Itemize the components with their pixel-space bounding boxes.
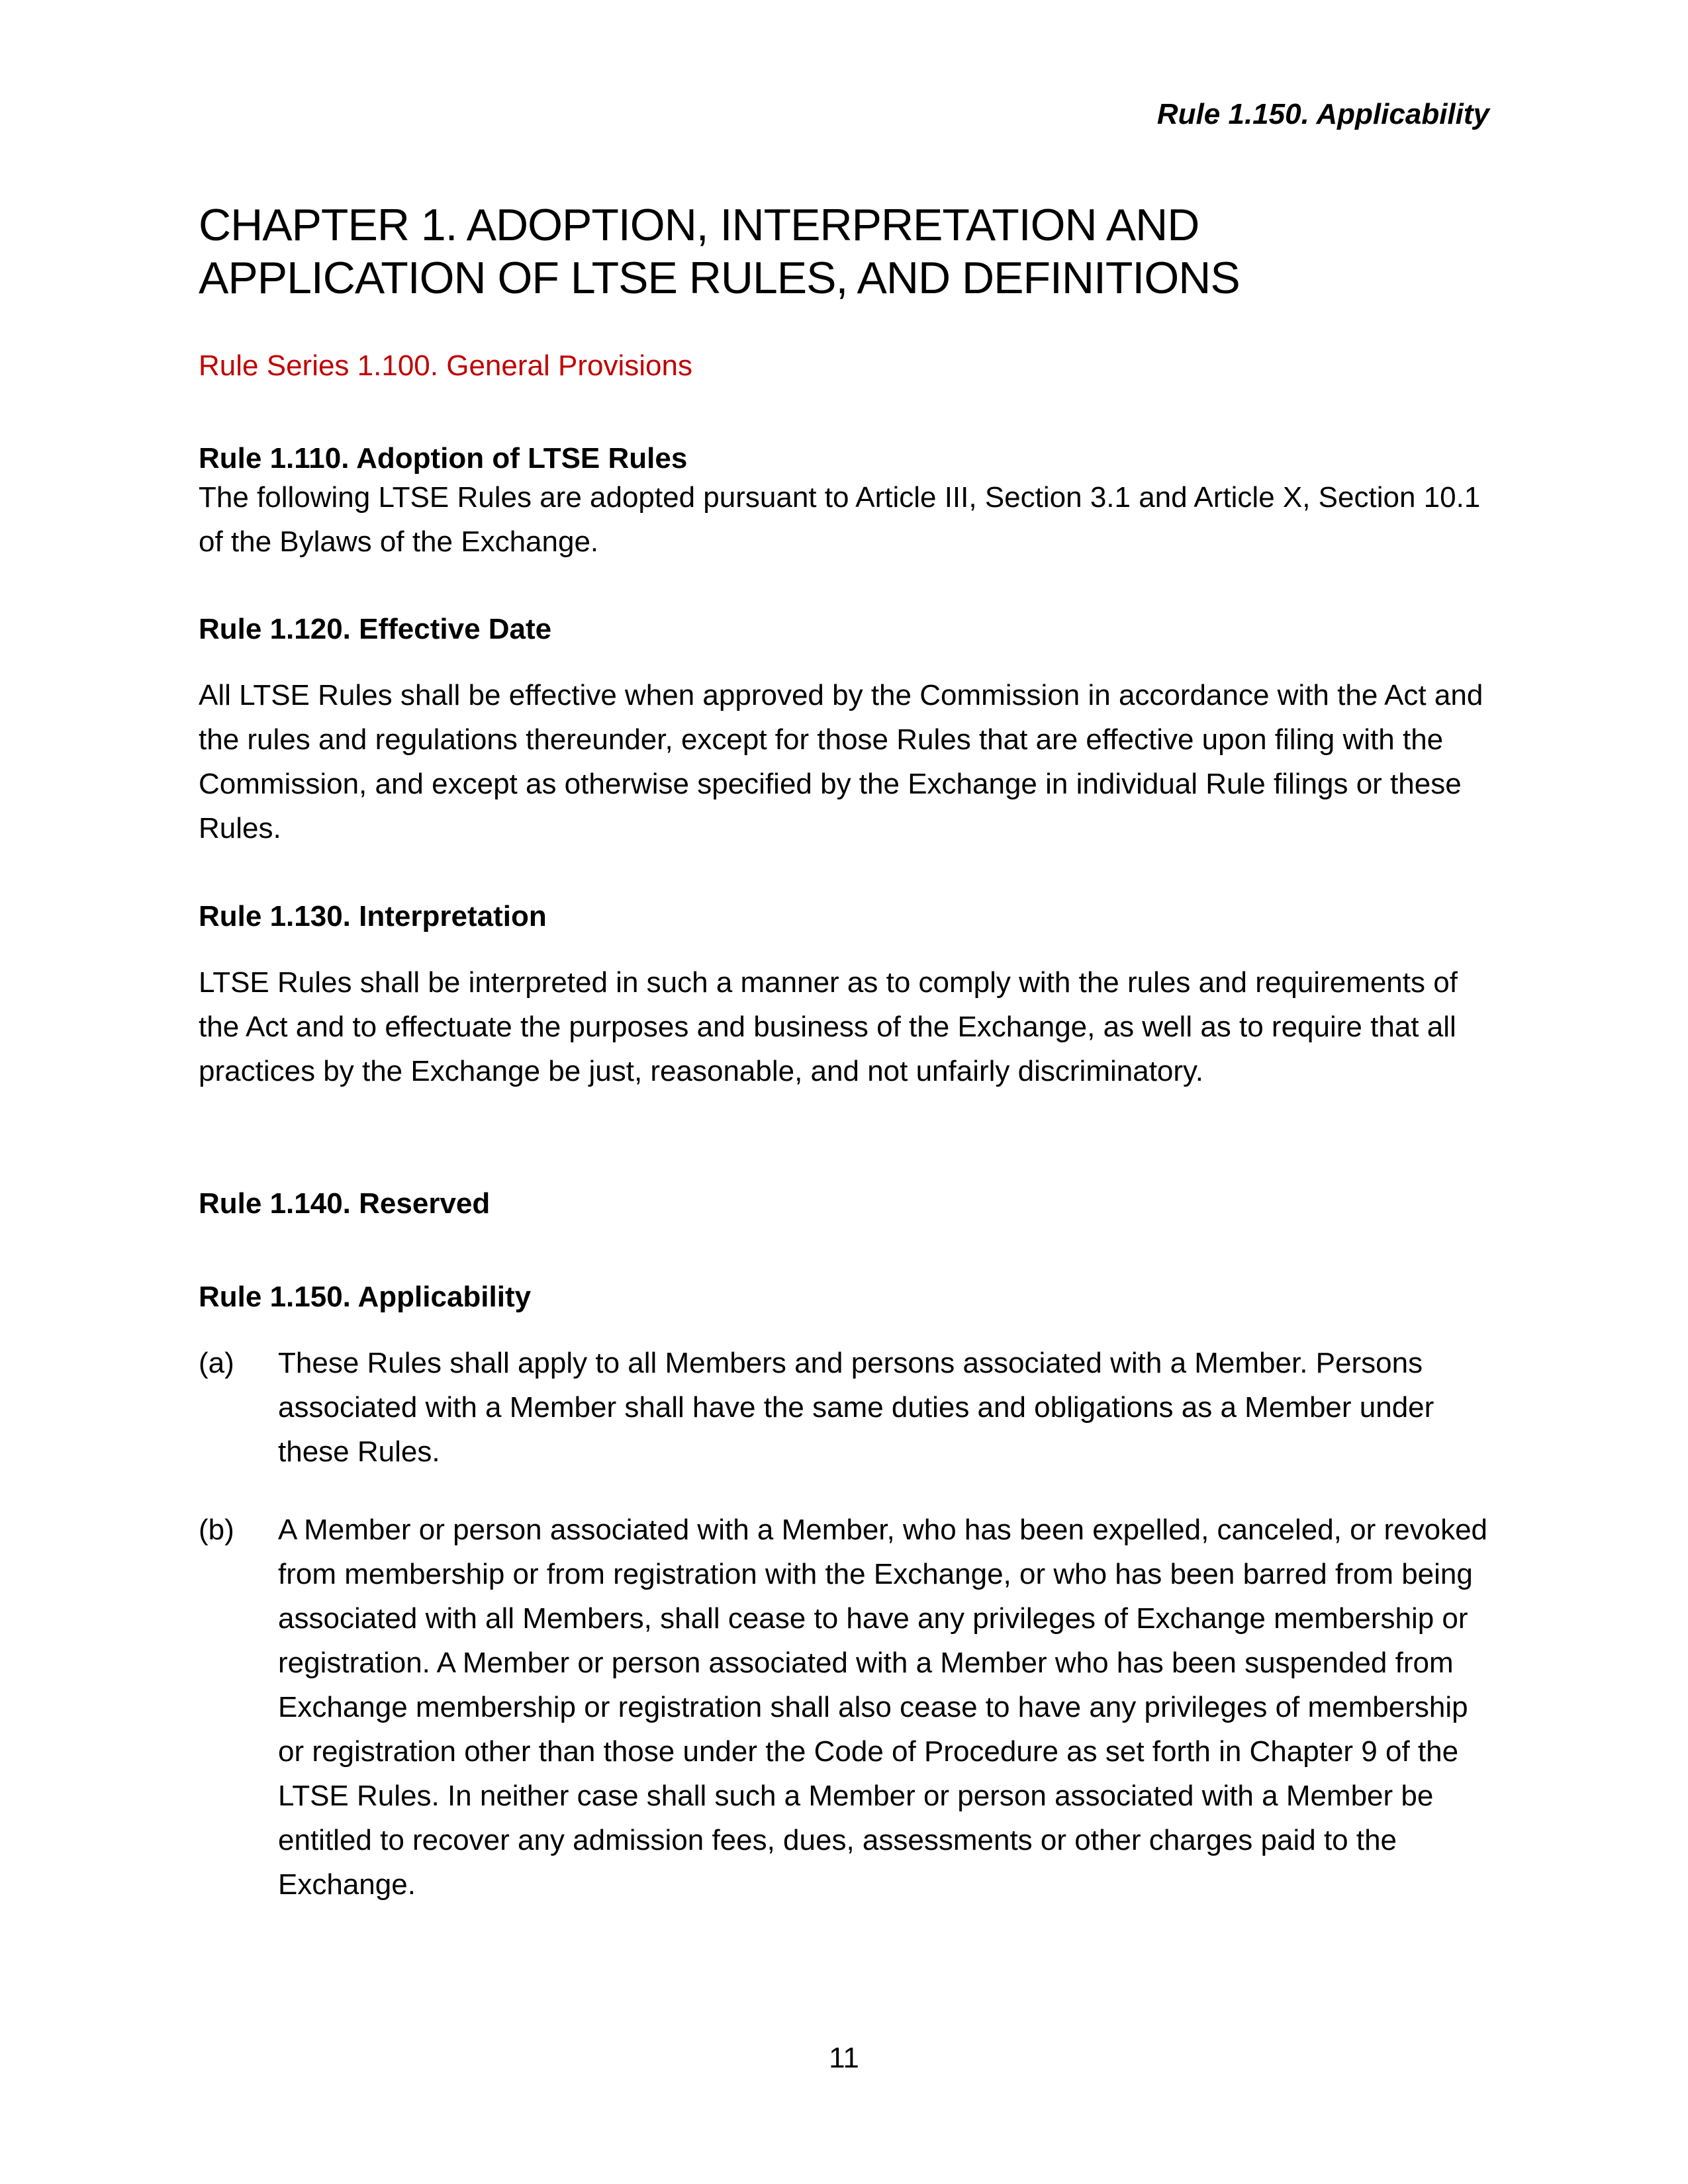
running-header: Rule 1.150. Applicability (1156, 98, 1489, 130)
rule-1-130-heading: Rule 1.130. Interpretation (199, 900, 547, 933)
list-marker: (b) (199, 1514, 234, 1546)
rule-1-150-heading: Rule 1.150. Applicability (199, 1281, 532, 1313)
rule-series-heading: Rule Series 1.100. General Provisions (199, 349, 692, 382)
rule-1-110-heading: Rule 1.110. Adoption of LTSE Rules (199, 442, 688, 475)
chapter-title: CHAPTER 1. ADOPTION, INTERPRETATION AND APPLICATION OF LTSE RULES, AND DEFINITIONS (199, 200, 1240, 303)
page-number: 11 (829, 2042, 859, 2074)
rule-1-130-text: LTSE Rules shall be interpreted in such a manner as to comply with the rules and requirements of the Act and to effectuate the purposes and business of the Exchange, as well as to require that all practices by the Exchange be just, reasonable, and not unfairly discriminatory. (199, 966, 1458, 1087)
list-item-a (199, 1341, 1496, 1474)
list-item-text: A Member or person associated with a Member, who has been expelled, canceled, or revoked from membership or from registration with the Exchange, or who has been barred from being associated with all Members, shall cease to have any privileges of Exchange membership or registration. A Member or person associated with a Member who has been suspended from Exchange membership or registration shall also cease to have any privileges of membership or registration other than those under the Code of Procedure as set forth in Chapter 9 of the LTSE Rules. In neither case shall such a Member or person associated with a Member be entitled to recover any admission fees, dues, assessments or other charges paid to the Exchange. (278, 1514, 1488, 1901)
rule-1-140-heading: Rule 1.140. Reserved (199, 1187, 491, 1220)
rule-1-120-heading: Rule 1.120. Effective Date (199, 613, 552, 645)
list-marker: (a) (199, 1347, 234, 1379)
list-item-text: These Rules shall apply to all Members and persons associated with a Member. Persons associated with a Member shall have the same duties and obligations as a Member under these Rules. (278, 1347, 1434, 1468)
rule-1-120-text: All LTSE Rules shall be effective when approved by the Commission in accordance with the Act and the rules and regulations thereunder, except for those Rules that are effective upon filing with the Commission, and except as otherwise specified by the Exchange in individual Rule filings or these Rules. (199, 679, 1483, 844)
list-item-b (199, 1508, 1496, 1907)
rule-1-110-text: The following LTSE Rules are adopted pursuant to Article III, Section 3.1 and Article X, Section 10.1 of the Bylaws of the Exchange. (199, 481, 1481, 558)
